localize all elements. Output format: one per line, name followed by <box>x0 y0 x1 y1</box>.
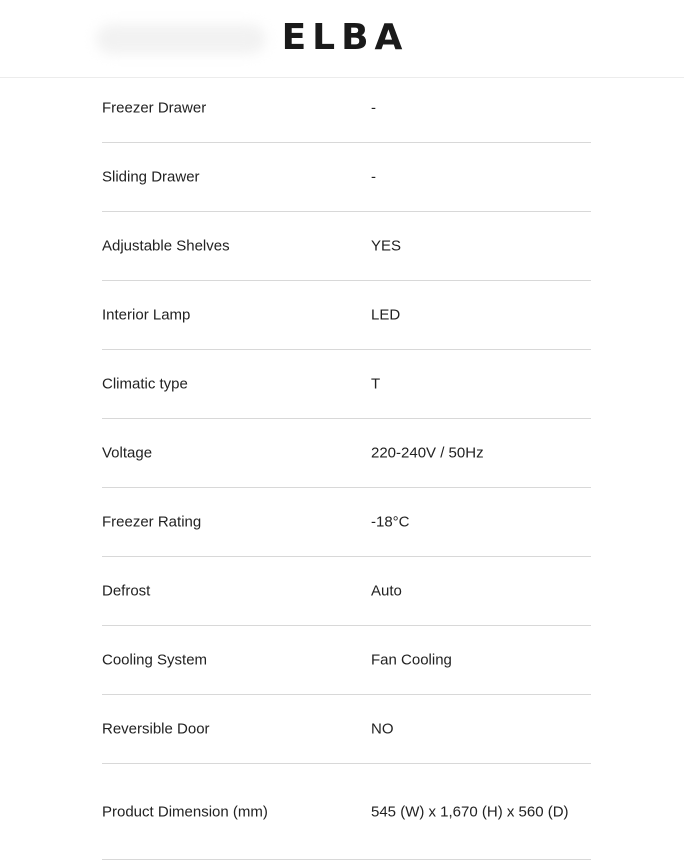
spec-value: Auto <box>371 582 402 600</box>
spec-row-freezer-rating <box>102 488 591 557</box>
spec-label: Sliding Drawer <box>102 168 200 186</box>
spec-label: Voltage <box>102 444 153 462</box>
spec-value: - <box>371 99 376 117</box>
spec-label: Freezer Rating <box>102 513 202 531</box>
spec-row-cooling-system <box>102 626 591 695</box>
spec-label: Interior Lamp <box>102 306 191 324</box>
spec-value: T <box>371 375 381 393</box>
spec-label: Reversible Door <box>102 720 210 738</box>
spec-value: 220-240V / 50Hz <box>371 444 484 462</box>
spec-row-freezer-drawer <box>102 74 591 143</box>
spec-row-climatic-type <box>102 350 591 419</box>
spec-label: Cooling System <box>102 651 208 669</box>
specifications-table <box>102 74 591 860</box>
spec-value: NO <box>371 720 394 738</box>
spec-label: Product Dimension (mm) <box>102 803 268 820</box>
spec-row-voltage <box>102 419 591 488</box>
spec-value: 545 (W) x 1,670 (H) x 560 (D) <box>371 803 569 820</box>
spec-row-product-dimension <box>102 764 591 860</box>
spec-value: - <box>371 168 376 186</box>
spec-value: YES <box>371 237 402 255</box>
blurred-header-element <box>96 24 266 54</box>
spec-row-defrost <box>102 557 591 626</box>
spec-row-reversible-door <box>102 695 591 764</box>
spec-label: Climatic type <box>102 375 188 393</box>
spec-value: -18°C <box>371 513 410 531</box>
spec-row-interior-lamp <box>102 281 591 350</box>
spec-label: Defrost <box>102 582 151 600</box>
spec-label: Freezer Drawer <box>102 99 207 117</box>
site-header <box>0 0 684 78</box>
spec-row-sliding-drawer <box>102 143 591 212</box>
spec-row-adjustable-shelves <box>102 212 591 281</box>
spec-label: Adjustable Shelves <box>102 237 230 255</box>
spec-value: Fan Cooling <box>371 651 452 669</box>
elba-logo[interactable]: ELBA <box>281 17 409 58</box>
spec-value: LED <box>371 306 401 324</box>
